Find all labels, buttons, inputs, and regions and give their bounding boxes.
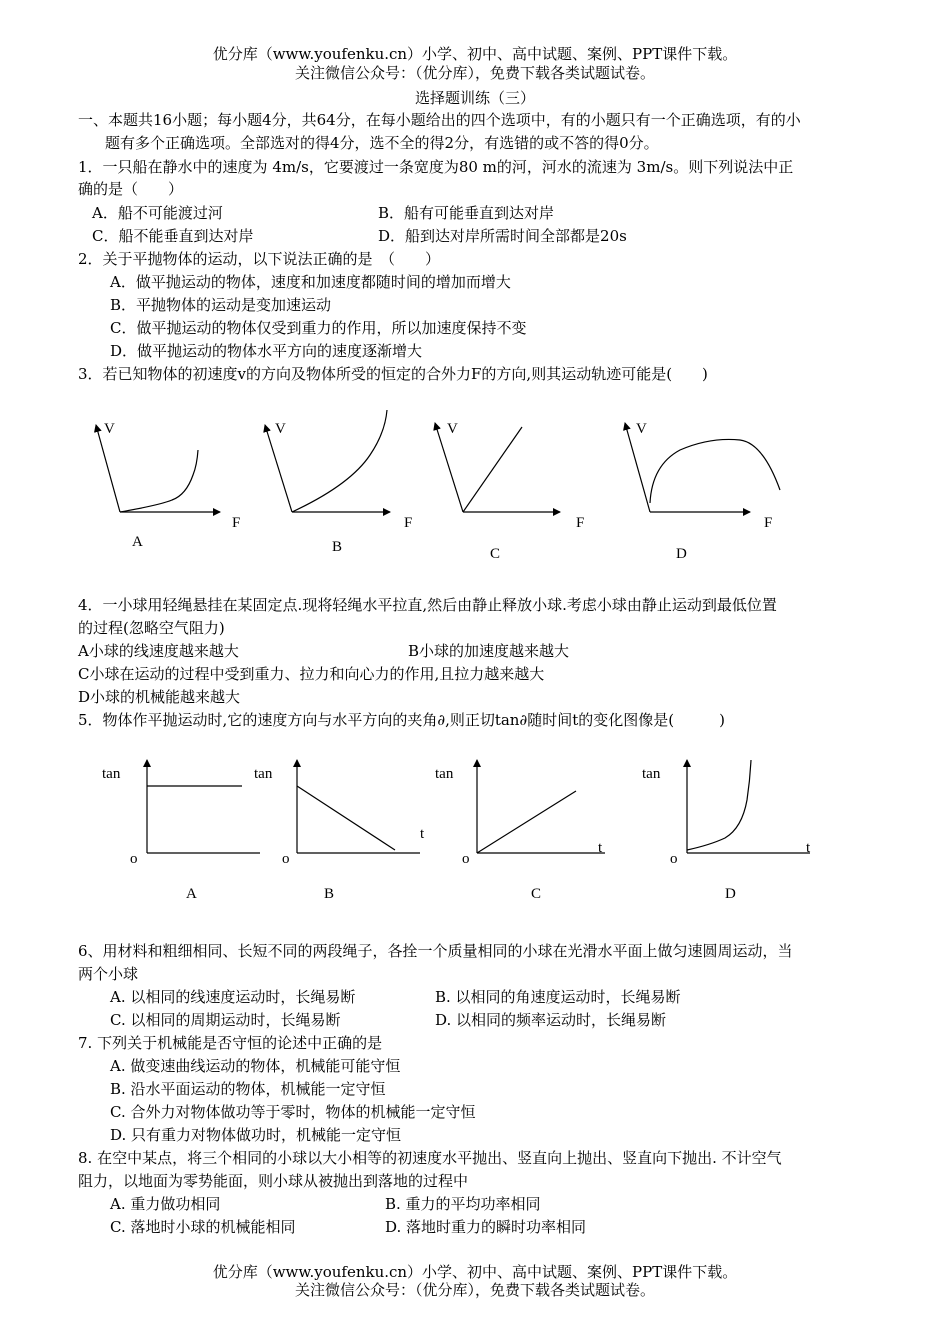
- q5-b-tan-label: tan: [254, 766, 273, 782]
- q4-option-a: A小球的线速度越来越大: [78, 642, 239, 660]
- q3-a-f-label: F: [232, 515, 241, 531]
- q7-option-b: B. 沿水平面运动的物体，机械能一定守恒: [110, 1080, 386, 1098]
- q3-figure-a: [96, 421, 240, 550]
- q5-d-option: D: [725, 886, 736, 902]
- q3-b-f-label: F: [404, 515, 413, 531]
- q2-option-a: A．做平抛运动的物体，速度和加速度都随时间的增加而增大: [110, 273, 511, 291]
- header-line-2: 关注微信公众号：（优分库），免费下载各类试题试卷。: [294, 64, 655, 82]
- q4-option-b: B小球的加速度越来越大: [408, 642, 570, 660]
- q8-stem-2: 阻力，以地面为零势能面，则小球从被抛出到落地的过程中: [78, 1172, 469, 1190]
- q3-d-option: D: [676, 546, 687, 562]
- q5-d-tan-label: tan: [642, 766, 661, 782]
- q3-stem: 3．若已知物体的初速度v的方向及物体所受的恒定的合外力F的方向,则其运动轨迹可能是( ): [78, 365, 708, 383]
- q8-stem-1: 8. 在空中某点，将三个相同的小球以大小相等的初速度水平抛出、竖直向上抛出、竖直向下抛出. 不计空气: [78, 1149, 782, 1167]
- q6-stem-1: 6、用材料和粗细相同、长短不同的两段绳子，各拴一个质量相同的小球在光滑水平面上做匀速圆周运动，当: [78, 942, 793, 960]
- q7-option-c: C. 合外力对物体做功等于零时，物体的机械能一定守恒: [110, 1103, 476, 1121]
- q5-figures: [90, 750, 830, 910]
- q4-stem-1: 4．一小球用轻绳悬挂在某固定点.现将轻绳水平拉直,然后由静止释放小球.考虑小球由静止运动到最低位置: [78, 596, 777, 614]
- q8-option-a: A. 重力做功相同: [110, 1195, 221, 1213]
- q6-option-b: B. 以相同的角速度运动时，长绳易断: [435, 988, 681, 1006]
- q2-option-d: D．做平抛运动的物体水平方向的速度逐渐增大: [110, 342, 423, 360]
- q3-figures: [60, 395, 900, 575]
- q3-figure-b: [265, 410, 412, 555]
- q3-d-f-label: F: [764, 515, 773, 531]
- q5-figure-d: [642, 760, 811, 902]
- q5-stem: 5．物体作平抛运动时,它的速度方向与水平方向的夹角∂,则正切tan∂随时间t的变化图像是( ): [78, 711, 725, 729]
- q6-option-c: C. 以相同的周期运动时，长绳易断: [110, 1011, 341, 1029]
- q4-option-d: D小球的机械能越来越大: [78, 688, 241, 706]
- q5-c-option: C: [531, 886, 542, 902]
- q5-a-o-label: o: [130, 851, 138, 867]
- q5-c-tan-label: tan: [435, 766, 454, 782]
- q5-d-o-label: o: [670, 851, 678, 867]
- footer-line-2: 关注微信公众号：（优分库），免费下载各类试题试卷。: [294, 1281, 655, 1299]
- q4-stem-2: 的过程(忽略空气阻力): [78, 619, 225, 637]
- q5-b-t-label: t: [420, 826, 425, 842]
- q6-stem-2: 两个小球: [78, 965, 139, 983]
- q1-option-d: D．船到达对岸所需时间全部都是20s: [378, 227, 627, 245]
- q3-a-v-label: V: [104, 421, 115, 437]
- q3-a-option: A: [132, 534, 143, 550]
- q3-c-option: C: [490, 546, 501, 562]
- q3-d-v-label: V: [636, 421, 647, 437]
- q6-option-d: D. 以相同的频率运动时，长绳易断: [435, 1011, 667, 1029]
- q7-option-d: D. 只有重力对物体做功时，机械能一定守恒: [110, 1126, 402, 1144]
- footer-line-1: 优分库（www.youfenku.cn）小学、初中、高中试题、案例、PPT课件下载。: [212, 1263, 738, 1281]
- intro-line-2: 题有多个正确选项。全部选对的得4分，选不全的得2分，有选错的或不答的得0分。: [105, 134, 659, 152]
- q1-option-b: B．船有可能垂直到达对岸: [378, 204, 555, 222]
- q5-b-o-label: o: [282, 851, 290, 867]
- q3-c-f-label: F: [576, 515, 585, 531]
- q1-stem-2: 确的是（ ）: [78, 180, 184, 198]
- intro-line-1: 一、本题共16小题；每小题4分，共64分，在每小题给出的四个选项中，有的小题只有一个正确选项，有的小: [78, 111, 801, 129]
- q5-a-option: A: [186, 886, 197, 902]
- q6-option-a: A. 以相同的线速度运动时，长绳易断: [110, 988, 356, 1006]
- q8-option-b: B. 重力的平均功率相同: [385, 1195, 541, 1213]
- q3-b-option: B: [332, 539, 343, 555]
- q2-stem: 2．关于平抛物体的运动，以下说法正确的是 （ ）: [78, 250, 441, 268]
- q8-option-d: D. 落地时重力的瞬时功率相同: [385, 1218, 587, 1236]
- q5-d-t-label: t: [806, 840, 811, 856]
- q3-c-v-label: V: [447, 421, 458, 437]
- q5-a-tan-label: tan: [102, 766, 121, 782]
- q4-option-c: C小球在运动的过程中受到重力、拉力和向心力的作用,且拉力越来越大: [78, 665, 545, 683]
- q3-figure-c: [435, 421, 584, 562]
- q5-figure-c: [435, 760, 605, 902]
- q5-b-option: B: [324, 886, 335, 902]
- q7-option-a: A. 做变速曲线运动的物体，机械能可能守恒: [110, 1057, 401, 1075]
- q5-c-t-label: t: [598, 840, 603, 856]
- q1-stem-1: 1．一只船在静水中的速度为 4m/s，它要渡过一条宽度为80 m的河，河水的流速为 3m/s。则下列说法中正: [78, 158, 794, 176]
- q7-stem: 7. 下列关于机械能是否守恒的论述中正确的是: [78, 1034, 383, 1052]
- q3-b-v-label: V: [275, 421, 286, 437]
- q8-option-c: C. 落地时小球的机械能相同: [110, 1218, 296, 1236]
- header-line-1: 优分库（www.youfenku.cn）小学、初中、高中试题、案例、PPT课件下载。: [212, 45, 738, 63]
- q2-option-c: C．做平抛运动的物体仅受到重力的作用，所以加速度保持不变: [110, 319, 527, 337]
- q5-figure-b: [254, 760, 425, 902]
- q3-figure-d: [625, 421, 780, 562]
- q1-option-c: C．船不能垂直到达对岸: [92, 227, 254, 245]
- page-title: 选择题训练（三）: [414, 89, 535, 107]
- q2-option-b: B．平抛物体的运动是变加速运动: [110, 296, 332, 314]
- q5-figure-a: [102, 760, 260, 902]
- q5-c-o-label: o: [462, 851, 470, 867]
- q1-option-a: A．船不可能渡过河: [92, 204, 223, 222]
